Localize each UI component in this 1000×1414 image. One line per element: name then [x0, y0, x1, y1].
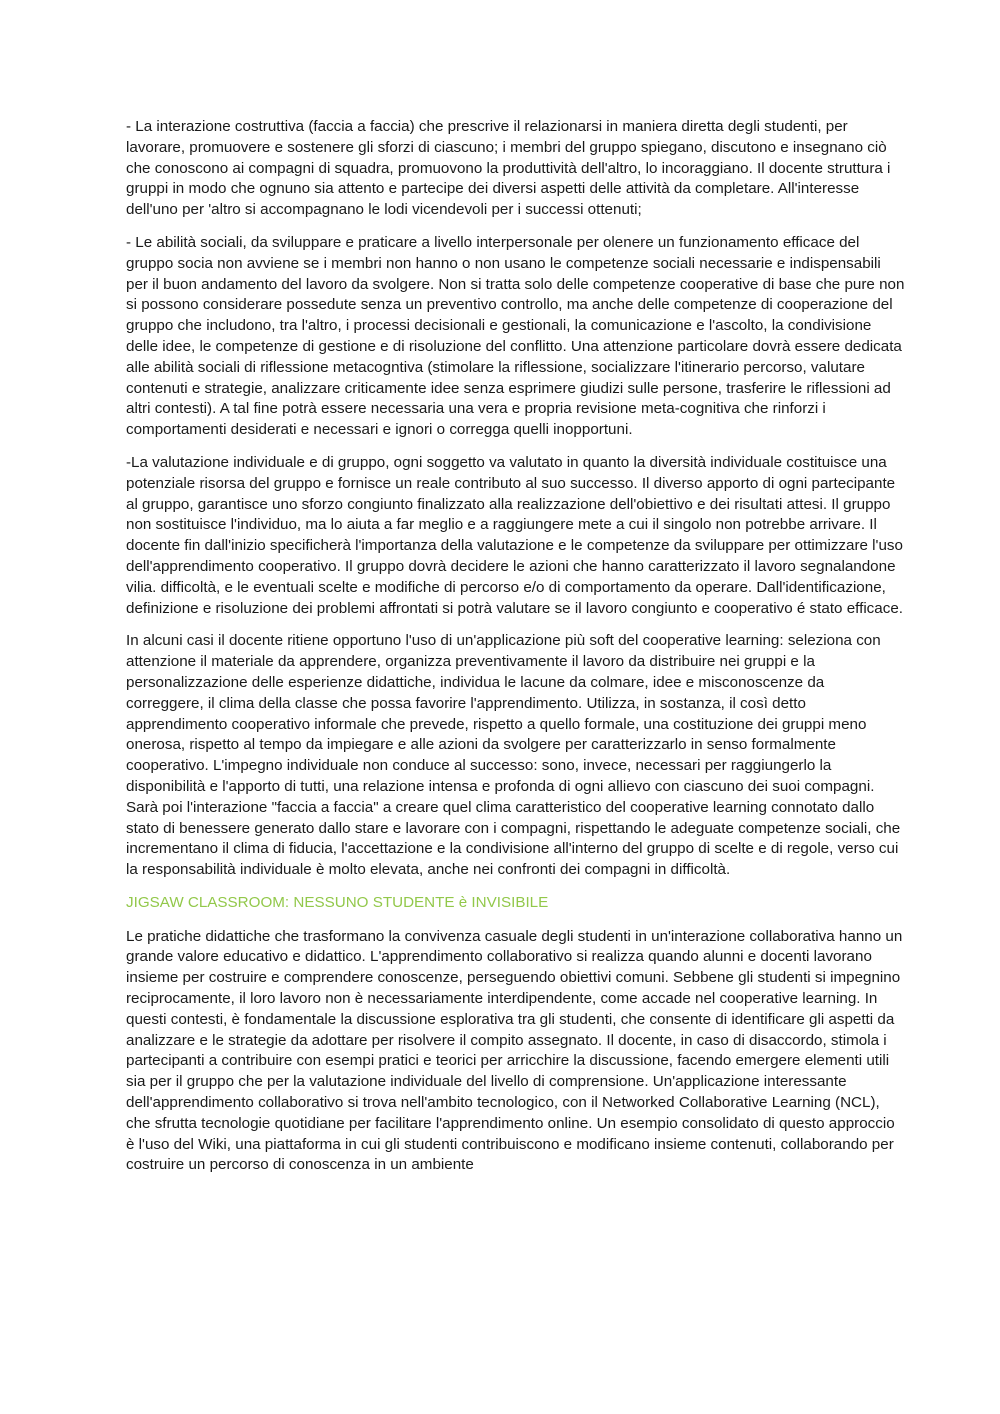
document-page [126, 117, 906, 1188]
section-heading-jigsaw-classroom: JIGSAW CLASSROOM: NESSUNO STUDENTE è INVISIBILE [126, 893, 549, 911]
paragraph-face-to-face-interaction: - La interazione costruttiva (faccia a faccia) che prescrive il relazionarsi in maniera diretta degli studenti, per lavorare, promuovere e sostenere gli sforzi di ciascuno; i membri del gruppo spiegano, discutono e insegnano ciò che conoscono ai compagni di squadra, promuovono la produttività dell'altro, lo incoraggiano. Il docente struttura i gruppi in modo che ognuno sia attento e partecipe dei diversi aspetti delle attività da completare. All'interesse dell'uno per 'altro si accompagnano le lodi vicendevoli per i successi ottenuti; [126, 118, 891, 219]
paragraph-soft-cooperative-learning: In alcuni casi il docente ritiene opportuno l'uso di un'applicazione più soft del cooperative learning: seleziona con attenzione il materiale da apprendere, organizza preventivamente il lavoro da distribuire nei gruppi e la personalizzazione delle esperienze didattiche, individua le lacune da colmare, idee e misconoscenze da correggere, il clima della classe che possa favorire l'apprendimento. Utilizza, in sostanza, il così detto apprendimento cooperativo informale che prevede, rispetto a quello formale, una costituzione dei gruppi meno onerosa, rispetto al tempo da impiegare e alle azioni da svolgere per caratterizzarlo in senso formalmente cooperativo. L'impegno individuale non conduce al successo: sono, invece, necessari per raggiungerlo la disponibilità e l'apporto di tutti, una relazione intensa e profonda di ogni allievo con ciascuno dei suoi compagni. Sarà poi l'interazione "faccia a faccia" a creare quel clima caratteristico del cooperative learning connotato dallo stato di benessere generato dallo stare e lavorare con i compagni, rispettando le adeguate competenze sociali, che incrementano il clima di fiducia, l'accettazione e la condivisione all'interno del gruppo di scelte e di regole, verso cui la responsabilità individuale è molto elevata, anche nei confronti dei compagni in difficoltà. [126, 632, 901, 879]
paragraph-collaborative-learning: Le pratiche didattiche che trasformano la convivenza casuale degli studenti in un'interazione collaborativa hanno un grande valore educativo e didattico. L'apprendimento collaborativo si realizza quando alunni e docenti lavorano insieme per costruire e comprendere conoscenze, perseguendo obiettivi comuni. Sebbene gli studenti si impegnino reciprocamente, il loro lavoro non è necessariamente interdipendente, come accade nel cooperative learning. In questi contesti, è fondamentale la discussione esplorativa tra gli studenti, che consente di identificare gli aspetti da analizzare e le strategie da adottare per risolvere il compito assegnato. Il docente, in caso di disaccordo, stimola i partecipanti a contribuire con esempi pratici e teorici per arricchire la discussione, facendo emergere elementi utili sia per il gruppo che per la valutazione individuale del livello di comprensione. Un'applicazione interessante dell'apprendimento collaborativo si trova nell'ambito tecnologico, con il Networked Collaborative Learning (NCL), che sfrutta tecnologie quotidiane per facilitare l'apprendimento online. Un esempio consolidato di questo approccio è l'uso del Wiki, una piattaforma in cui gli studenti contribuiscono e modificano insieme contenuti, collaborando per costruire un percorso di conoscenza in un ambiente [126, 927, 903, 1174]
paragraph-evaluation: -La valutazione individuale e di gruppo, ogni soggetto va valutato in quanto la diversità individuale costituisce una potenziale risorsa del gruppo e fornisce un reale contributo al suo successo. Il diverso apporto di ogni partecipante al gruppo, garantisce uno sforzo congiunto finalizzato alla realizzazione dell'obiettivo e dei risultati attesi. Il gruppo non sostituisce l'individuo, ma lo aiuta a far meglio e a raggiungere mete a cui il singolo non potrebbe arrivare. Il docente fin dall'inizio specificherà l'importanza della valutazione e le competenze da sviluppare per ottimizzare l'uso dell'apprendimento cooperativo. Il gruppo dovrà decidere le azioni che hanno caratterizzato il lavoro segnalandone vilia. difficoltà, e le eventuali scelte e modifiche di percorso e/o di comportamento da operare. Dall'identificazione, definizione e risoluzione dei problemi affrontati si potrà valutare se il lavoro congiunto e cooperativo é stato efficace. [126, 453, 903, 617]
paragraph-social-skills: - Le abilità sociali, da sviluppare e praticare a livello interpersonale per olenere un funzionamento efficace del gruppo socia non avviene se i membri non hanno o non usano le competenze sociali necessarie e indispensabili per il buon andamento del lavoro da svolgere. Non si tratta solo delle competenze cooperative di base che pure non si possono considerare possedute senza un preventivo controllo, ma anche delle competenze di cooperazione del gruppo che includono, tra l'altro, i processi decisionali e gestionali, la comunicazione e l'ascolto, la condivisione delle idee, le competenze di gestione e di risoluzione del conflitto. Una attenzione particolare dovrà essere dedicata alle abilità sociali di riflessione metacogntiva (stimolare la riflessione, socializzare l'itinerario percorso, valutare contenuti e strategie, analizzare criticamente idee senza esprimere giudizi sulle persone, trasferire le riflessioni ad altri contesti). A tal fine potrà essere necessaria una vera e propria revisione meta-cognitiva che rinforzi i comportamenti desiderati e necessari e ignori o corregga quelli inopportuni. [126, 233, 905, 439]
